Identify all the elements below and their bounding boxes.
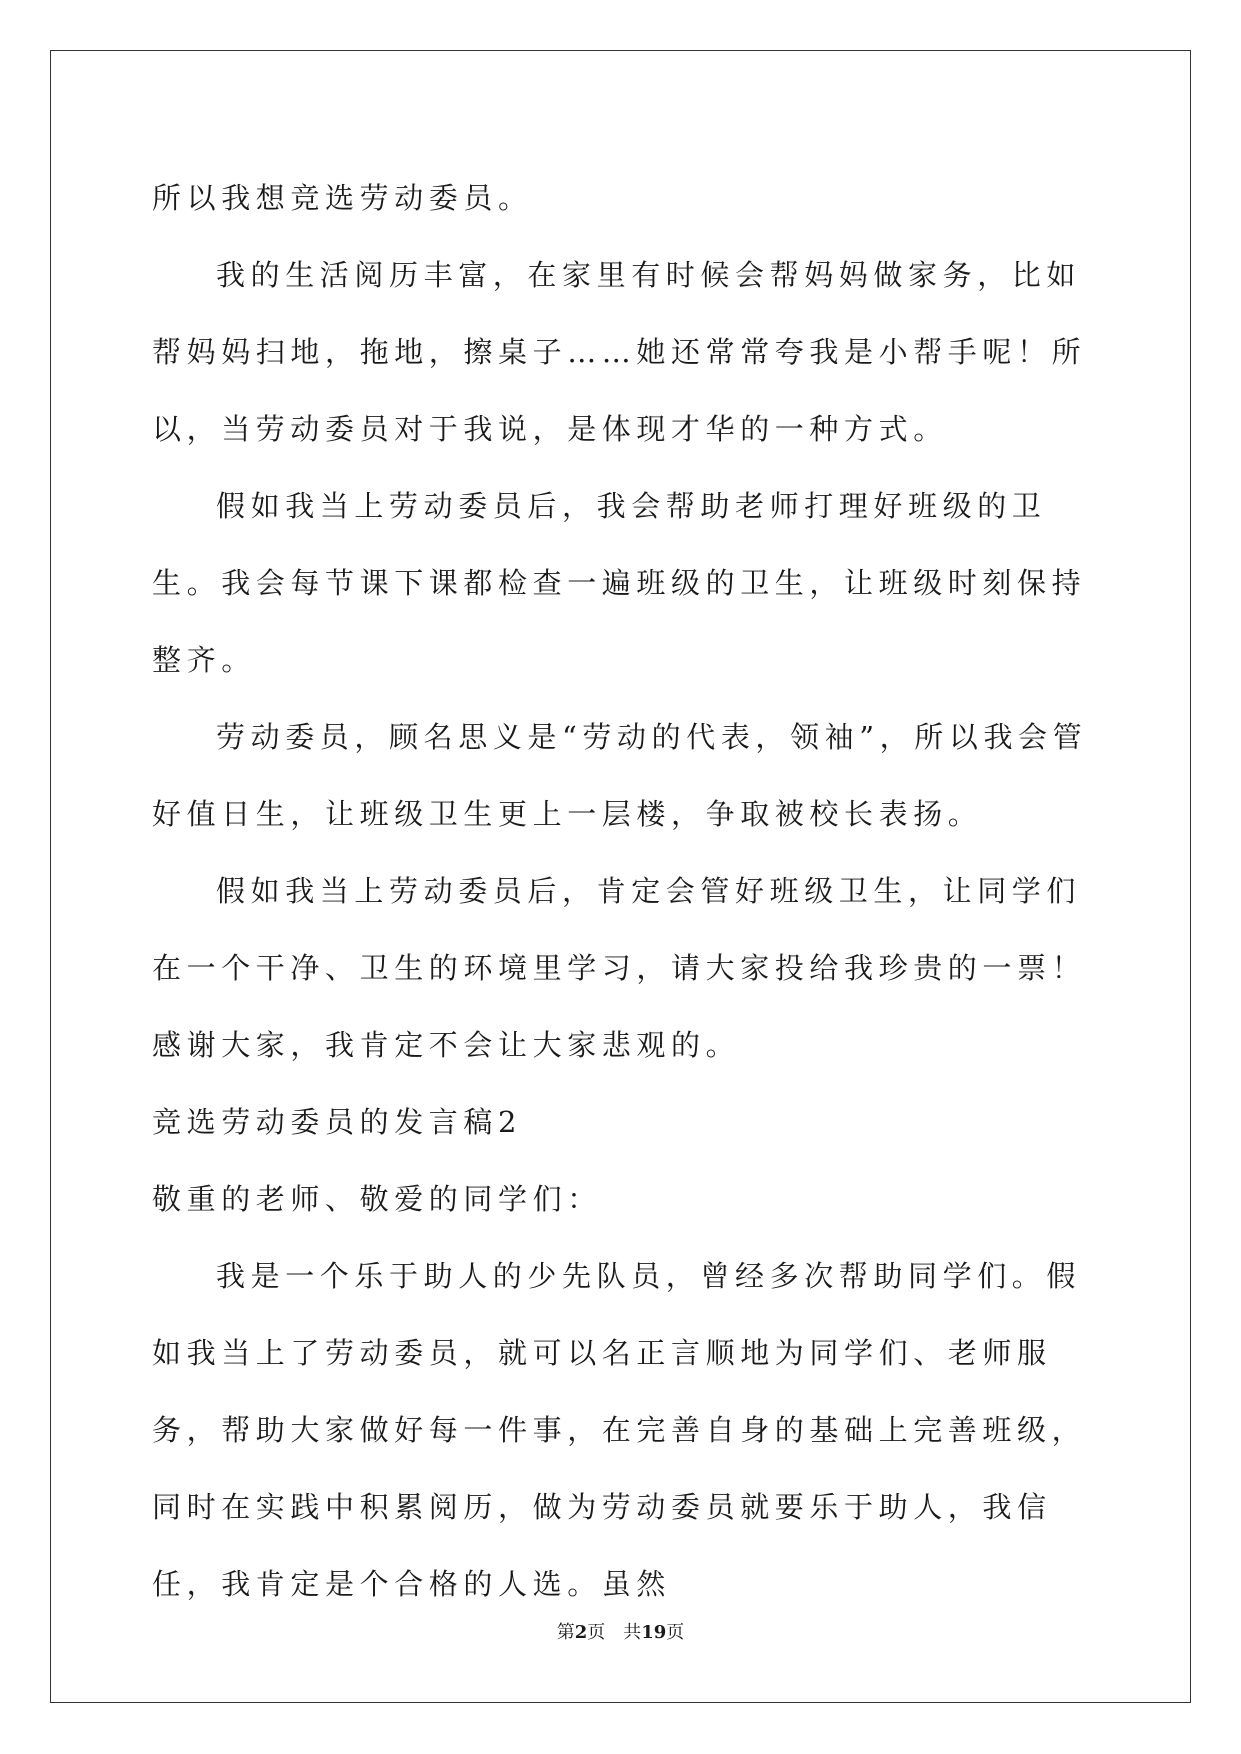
- section-heading: 竞选劳动委员的发言稿2: [152, 1105, 523, 1139]
- footer-total-pages: 19: [641, 1622, 667, 1643]
- salutation: 敬重的老师、敬爱的同学们：: [152, 1182, 602, 1216]
- paragraph: 我的生活阅历丰富，在家里有时候会帮妈妈做家务，比如帮妈妈扫地，拖地，擦桌子……她还常常夸我是小帮手呢！所以，当劳动委员对于我说，是体现才华的一种方式。: [152, 258, 1087, 446]
- footer-prefix: 第: [556, 1622, 575, 1643]
- footer-total-prefix: 共: [623, 1622, 642, 1643]
- paragraph: 假如我当上劳动委员后，肯定会管好班级卫生，让同学们在一个干净、卫生的环境里学习，请大家投给我珍贵的一票！感谢大家，我肯定不会让大家悲观的。: [152, 874, 1087, 1062]
- page-footer: [0, 1618, 1241, 1644]
- footer-total-suffix: 页: [666, 1622, 685, 1643]
- footer-page-number: 2: [574, 1622, 588, 1643]
- paragraph: 劳动委员，顾名思义是“劳动的代表，领袖”，所以我会管好值日生，让班级卫生更上一层楼，争取被校长表扬。: [152, 720, 1088, 831]
- document-body: [152, 160, 1092, 1623]
- paragraph: 所以我想竞选劳动委员。: [152, 181, 533, 215]
- paragraph: 我是一个乐于助人的少先队员，曾经多次帮助同学们。假如我当上了劳动委员，就可以名正言顺地为同学们、老师服务，帮助大家做好每一件事，在完善自身的基础上完善班级，同时在实践中积累阅历，做为劳动委员就要乐于助人，我信任，我肯定是个合格的人选。虽然: [152, 1259, 1087, 1601]
- paragraph: 假如我当上劳动委员后，我会帮助老师打理好班级的卫生。我会每节课下课都检查一遍班级的卫生，让班级时刻保持整齐。: [152, 489, 1087, 677]
- footer-page-suffix: 页: [587, 1622, 606, 1643]
